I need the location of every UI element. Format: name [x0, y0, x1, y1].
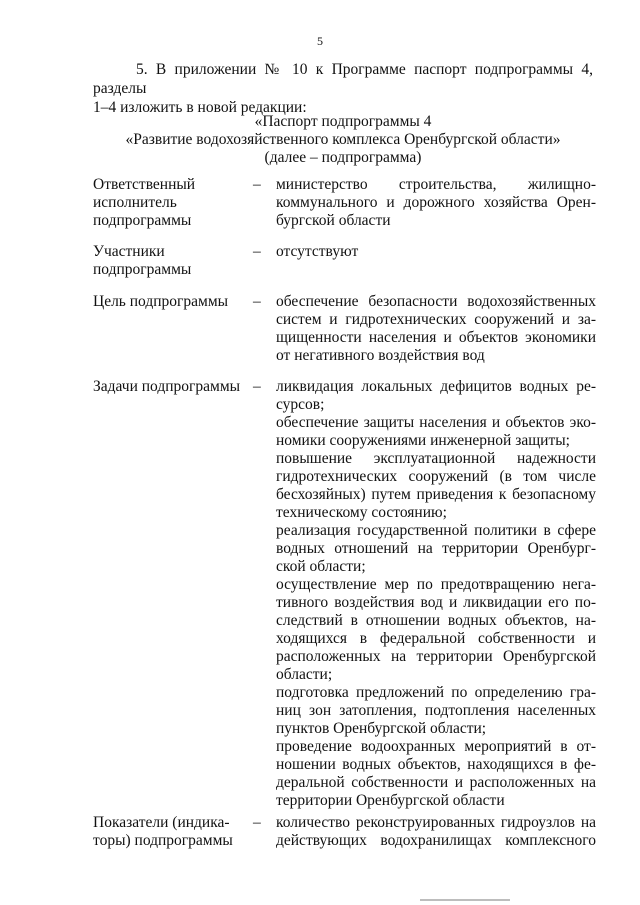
intro-line-1: 5. В приложении № 10 к Программе паспорт подпрограммы 4, разделы: [93, 61, 593, 97]
row-label: [93, 378, 241, 396]
value-line: проведение водоохранных мероприятий в от-: [276, 738, 596, 755]
value-line: сурсов;: [276, 396, 325, 413]
value-line: бургской области: [276, 212, 391, 229]
intro-paragraph: [93, 60, 593, 117]
row-label: [93, 293, 241, 311]
label-line: подпрограммы: [93, 261, 192, 278]
value-line: осуществление мер по предотвращению нега-: [276, 576, 596, 593]
row-value: [276, 814, 596, 850]
value-line: ликвидация локальных дефицитов водных ре-: [276, 378, 596, 395]
value-line: территории Оренбургской области: [276, 792, 505, 809]
value-line: гидротехнических сооружений (в том числе: [276, 468, 596, 485]
intro-line-2: 1–4 изложить в новой редакции:: [93, 99, 307, 116]
value-line: номики сооружениями инженерной защиты;: [276, 432, 570, 449]
value-line: количество реконструированных гидроузлов на: [276, 814, 596, 831]
value-line: ниц зон затопления, подтопления населенных: [276, 702, 596, 719]
row-dash: –: [253, 814, 261, 831]
row-value: [276, 293, 596, 365]
value-line: систем и гидротехнических сооружений и за-: [276, 311, 596, 328]
value-line: ношении водных объектов, находящихся в фе-: [276, 756, 596, 773]
label-line: Задачи подпрограммы: [93, 378, 241, 395]
value-line: от негативного воздействия вод: [276, 347, 485, 364]
row-label: [93, 814, 241, 850]
value-line: следствий в отношении водных объектов, на-: [276, 612, 596, 629]
value-line: водных отношений на территории Оренбург-: [276, 540, 596, 557]
row-dash: –: [253, 293, 261, 310]
row-dash: –: [253, 243, 261, 260]
value-line: реализация государственной политики в сфере: [276, 522, 596, 539]
row-dash: –: [253, 378, 261, 395]
label-line: Ответственный: [93, 176, 196, 193]
value-line: области;: [276, 666, 333, 683]
value-line: бесхозяйных) путем приведения к безопасному: [276, 486, 596, 503]
value-line: действующих водохранилищах комплексного: [276, 832, 596, 849]
title-line-3: (далее – подпрограмма): [264, 149, 422, 166]
value-line: тивного воздействия вод и ликвидации его по-: [276, 594, 596, 611]
value-line: деральной собственности и расположенных на: [276, 774, 596, 791]
value-line: коммунального и дорожного хозяйства Орен-: [276, 194, 596, 211]
row-value: [276, 243, 596, 261]
value-line: техническому состоянию;: [276, 504, 447, 521]
value-line: обеспечение безопасности водохозяйственных: [276, 293, 596, 310]
title-line-1: «Паспорт подпрограммы 4: [254, 113, 432, 130]
label-line: Цель подпрограммы: [93, 293, 229, 310]
value-line: подготовка предложений по определению гра-: [276, 684, 596, 701]
value-line: пунктов Оренбургской области;: [276, 720, 487, 737]
value-line: щищенности населения и объектов экономики: [276, 329, 596, 346]
page-number: 5: [317, 34, 323, 48]
row-value: [276, 378, 596, 810]
passport-title: [93, 113, 593, 167]
label-line: подпрограммы: [93, 212, 192, 229]
row-label: [93, 176, 241, 230]
label-line: Участники: [93, 243, 165, 260]
scan-artifact: [420, 899, 510, 901]
value-line: повышение эксплуатационной надежности: [276, 450, 596, 467]
value-line: министерство строительства, жилищно-: [276, 176, 596, 193]
value-line: ской области;: [276, 558, 366, 575]
row-dash: –: [253, 176, 261, 193]
value-line: обеспечение защиты населения и объектов эко-: [276, 414, 596, 431]
row-label: [93, 243, 241, 279]
row-value: [276, 176, 596, 230]
value-line: расположенных на территории Оренбургской: [276, 648, 596, 665]
value-line: отсутствуют: [276, 243, 359, 260]
label-line: Показатели (индика-: [93, 814, 230, 831]
title-line-2: «Развитие водохозяйственного комплекса Оренбургской области»: [125, 131, 561, 148]
label-line: торы) подпрограммы: [93, 832, 233, 849]
label-line: исполнитель: [93, 194, 177, 211]
value-line: ходящихся в федеральной собственности и: [276, 630, 596, 647]
